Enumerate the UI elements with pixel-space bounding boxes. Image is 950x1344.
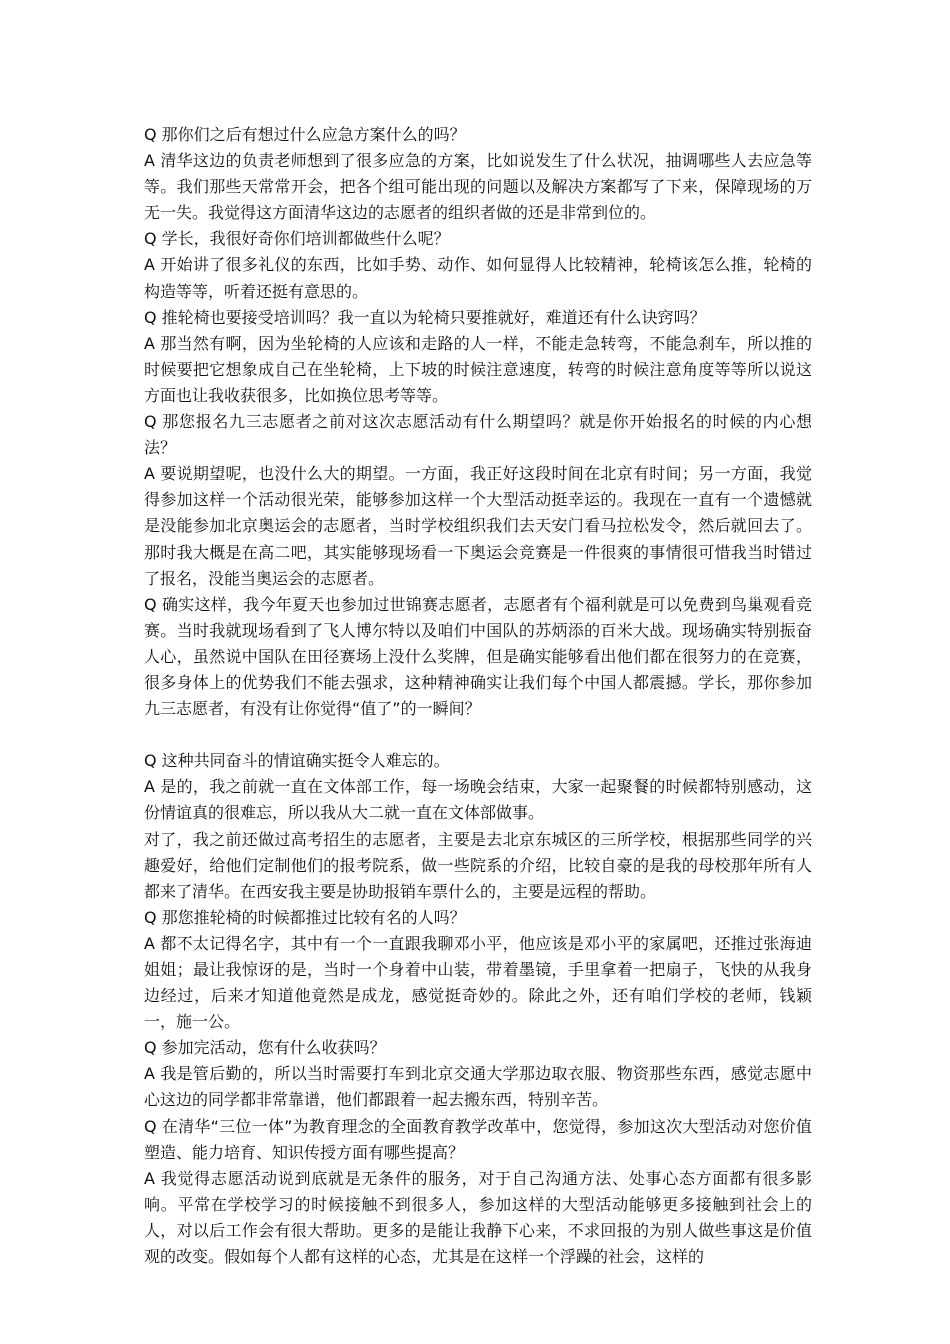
- answer-paragraph: A 我觉得志愿活动说到底就是无条件的服务，对于自己沟通方法、处事心态方面都有很多影响。平常在学校学习的时候接触不到很多人，参加这样的大型活动能够更多接触到社会上的人，对以后工作会有很大帮助。更多的是能让我静下心来，不求回报的为别人做些事这是价值观的改变。假如每个人都有这样的心态，尤其是在这样一个浮躁的社会，这样的: [144, 1168, 812, 1267]
- answer-paragraph: A 那当然有啊，因为坐轮椅的人应该和走路的人一样，不能走急转弯，不能急刹车，所以推的时候要把它想象成自己在坐轮椅，上下坡的时候注意速度，转弯的时候注意角度等等所以说这方面也让我收获很多，比如换位思考等等。: [144, 333, 812, 405]
- question-paragraph: Q 推轮椅也要接受培训吗？我一直以为轮椅只要推就好，难道还有什么诀窍吗？: [144, 307, 706, 327]
- document-page: [144, 122, 812, 1270]
- question-paragraph: Q 这种共同奋斗的情谊确实挺令人难忘的。: [144, 751, 450, 771]
- answer-paragraph: A 开始讲了很多礼仪的东西，比如手势、动作、如何显得人比较精神，轮椅该怎么推，轮椅的构造等等，听着还挺有意思的。: [144, 255, 812, 301]
- question-paragraph: Q 参加完活动，您有什么收获吗？: [144, 1038, 386, 1058]
- question-paragraph: Q 那你们之后有想过什么应急方案什么的吗？: [144, 125, 466, 144]
- question-paragraph: Q 确实这样，我今年夏天也参加过世锦赛志愿者，志愿者有个福利就是可以免费到鸟巢观看竞赛。当时我就现场看到了飞人博尔特以及咱们中国队的苏炳添的百米大战。现场确实特别振奋人心，虽然说中国队在田径赛场上没什么奖牌，但是确实能够看出他们都在很努力的在竞赛，很多身体上的优势我们不能去强求，这种精神确实让我们每个中国人都震撼。学长，那你参加九三志愿者，有没有让你觉得“值了”的一瞬间？: [144, 594, 812, 719]
- answer-paragraph: 对了，我之前还做过高考招生的志愿者，主要是去北京东城区的三所学校，根据那些同学的兴趣爱好，给他们定制他们的报考院系，做一些院系的介绍，比较自豪的是我的母校那年所有人都来了清华。在西安我主要是协助报销车票什么的，主要是远程的帮助。: [144, 829, 812, 901]
- answer-paragraph: A 清华这边的负责老师想到了很多应急的方案，比如说发生了什么状况，抽调哪些人去应急等等。我们那些天常常开会，把各个组可能出现的问题以及解决方案都写了下来，保障现场的万无一失。我觉得这方面清华这边的志愿者的组织者做的还是非常到位的。: [144, 151, 812, 223]
- question-paragraph: Q 学长，我很好奇你们培训都做些什么呢？: [144, 229, 450, 249]
- question-paragraph: Q 在清华“三位一体”为教育理念的全面教育教学改革中，您觉得，参加这次大型活动对您价值塑造、能力培育、知识传授方面有哪些提高？: [144, 1116, 812, 1162]
- question-paragraph: Q 那您推轮椅的时候都推过比较有名的人吗？: [144, 907, 466, 927]
- answer-paragraph: A 都不太记得名字，其中有一个一直跟我聊邓小平，他应该是邓小平的家属吧，还推过张海迪姐姐；最让我惊讶的是，当时一个身着中山装，带着墨镜，手里拿着一把扇子，飞快的从我身边经过，后来才知道他竟然是成龙，感觉挺奇妙的。除此之外，还有咱们学校的老师，钱颖一，施一公。: [144, 933, 812, 1032]
- answer-paragraph: A 是的，我之前就一直在文体部工作，每一场晚会结束，大家一起聚餐的时候都特别感动，这份情谊真的很难忘，所以我从大二就一直在文体部做事。: [144, 777, 812, 823]
- answer-paragraph: A 我是管后勤的，所以当时需要打车到北京交通大学那边取衣服、物资那些东西，感觉志愿中心这边的同学都非常靠谱，他们都跟着一起去搬东西，特别辛苦。: [144, 1064, 812, 1110]
- answer-paragraph: A 要说期望呢，也没什么大的期望。一方面，我正好这段时间在北京有时间；另一方面，我觉得参加这样一个活动很光荣，能够参加这样一个大型活动挺幸运的。我现在一直有一个遗憾就是没能参加北京奥运会的志愿者，当时学校组织我们去天安门看马拉松发令，然后就回去了。那时我大概是在高二吧，其实能够现场看一下奥运会竞赛是一件很爽的事情很可惜我当时错过了报名，没能当奥运会的志愿者。: [144, 464, 812, 588]
- blank-line: [144, 722, 812, 748]
- question-paragraph: Q 那您报名九三志愿者之前对这次志愿活动有什么期望吗？就是你开始报名的时候的内心想法？: [144, 412, 812, 458]
